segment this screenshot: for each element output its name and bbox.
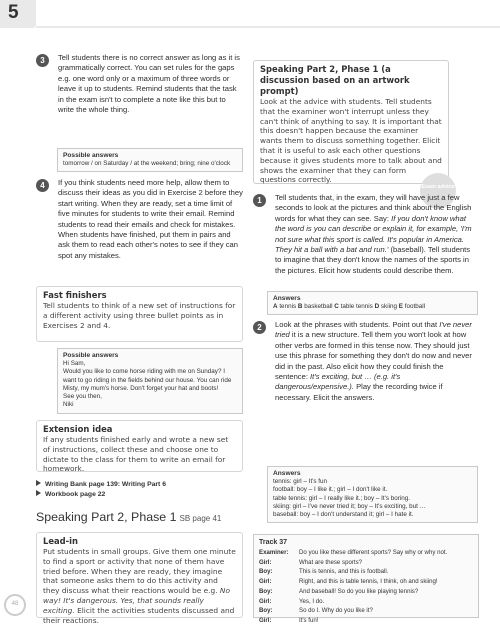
exam-advice-badge: Exam advice <box>420 173 456 209</box>
answer-line: baseball: boy – I don't understand it; girl – I hate it. <box>273 511 414 519</box>
step-text: Look at the phrases with students. Point out that I've never tried it is a new structure. Tell them you won't look at how other verbs are formed in this tense now. They should just use this phrase for something they don't do now and never did in the past. Also elicit how they could finish the sentence: It's exciting, but … (e.g. it's dangerous/expensive.). Play the recording twice if necessary. Elicit the answers. <box>275 320 472 402</box>
answer-line: tennis: girl – It's fun <box>273 478 328 485</box>
step-2 <box>253 320 478 403</box>
line: So do I. Why do you like it? <box>299 607 373 615</box>
panel-title: Extension idea <box>43 424 113 434</box>
transcript-row <box>259 577 473 587</box>
answers-reactions-box <box>267 466 478 523</box>
panel-body: If any students finished early and wrote a new set of instructions, collect these and choose one to dictate to the class for them to write an email for homework. <box>43 435 229 474</box>
step-3 <box>36 53 243 115</box>
answers-title: Possible answers <box>63 352 119 359</box>
page-number-badge <box>4 594 26 616</box>
step-number: 4 <box>36 179 49 192</box>
answers-title: Answers <box>273 470 301 477</box>
fast-finishers-panel <box>36 286 243 342</box>
transcript-row <box>259 606 473 616</box>
speaker: Girl: <box>259 597 272 605</box>
audio-transcript-box <box>253 534 479 624</box>
writing-bank-link[interactable]: Writing Bank page 139: Writing Part 6 <box>36 480 236 490</box>
speaker: Examiner: <box>259 549 289 556</box>
step-1 <box>253 193 478 276</box>
answers-body: tomorrow / on Saturday / at the weekend; bring; nine o'clock <box>63 160 231 167</box>
line: This is tennis, and this is football. <box>299 568 389 576</box>
sb-page-ref: SB page 41 <box>179 514 222 523</box>
header-rule <box>36 26 500 28</box>
email-signature: Niki <box>63 401 74 409</box>
answers-title: Answers <box>273 295 301 302</box>
exam-advice-panel <box>253 60 455 190</box>
speaker: Girl: <box>259 558 272 566</box>
resource-links <box>36 480 236 500</box>
line: And baseball! So do you like playing tennis? <box>299 587 419 595</box>
step-text: Tell students that, in the exam, they will have just a few seconds to look at the pictures and think about the English words for what they can see. Say: If you don't know what the word is you can describe or explain it, for example, 'I'm not sure what this sport is called. It's popular in America. They hit a ball with a bat and run.' (baseball). Tell students to imagine that they don't know the names of the sports in the pictures. Elicit how students could describe them. <box>275 193 472 275</box>
step-text: Tell students there is no correct answer as long as it is grammatically correct. You can set rules for the gaps e.g. one word only or a maximum of three words or leave it up to students. Remind students that the task in the exam isn't to complete a note like this but to write the whole thing. <box>58 53 240 115</box>
line: Yes, I do. <box>299 597 325 605</box>
workbook-link[interactable]: Workbook page 22 <box>36 490 236 500</box>
possible-answers-email <box>57 348 243 414</box>
line: Do you like these different sports? Say why or why not. <box>299 549 448 556</box>
answer-line: skiing: girl – I've never tried it; boy – It's exciting, but … <box>273 502 426 510</box>
panel-title: Fast finishers <box>43 290 107 300</box>
possible-answers-box <box>57 148 243 172</box>
line: It's fun! <box>299 616 319 624</box>
transcript-row <box>259 616 473 626</box>
speaker: Boy: <box>259 607 273 615</box>
answers-title: Possible answers <box>63 152 119 159</box>
answer-line: table tennis: girl – I really like it.; boy – It's boring. <box>273 494 411 502</box>
page-number: 48 <box>11 601 19 607</box>
section-heading <box>36 510 221 524</box>
transcript-row <box>259 597 473 607</box>
email-body: Would you like to come horse riding with me on Sunday? I want to go riding in the fields behind our house. You can ride Misty, my mum's horse. Don't forget your hat and boots! <box>63 368 232 392</box>
email-signoff: See you then, <box>63 393 102 401</box>
panel-title: Speaking Part 2, Phase 1 (a discussion based on an artwork prompt) <box>260 64 410 96</box>
section-title: Speaking Part 2, Phase 1 <box>36 510 177 524</box>
answers-sports-box <box>267 291 478 315</box>
speaker: Girl: <box>259 616 272 624</box>
panel-title: Lead-in <box>43 536 78 546</box>
line: Right, and this is table tennis, I think, oh and skiing! <box>299 578 438 586</box>
step-number: 2 <box>253 321 266 334</box>
transcript-row <box>259 567 473 577</box>
unit-badge <box>0 0 36 28</box>
lead-in-panel <box>36 532 243 625</box>
step-number: 3 <box>36 54 49 67</box>
speaker: Girl: <box>259 578 272 586</box>
step-text: If you think students need more help, allow them to discuss their ideas as you did in Exercise 2 before they start writing. When they are ready, set a time limit of five minutes for students to write their email. Remind students to read their emails and check for mistakes. When students have finished, put them in pairs and ask them to read each other's notes to see if they can spot any mistakes. <box>58 178 243 260</box>
answers-list: A tennis B basketball C table tennis D skiing E football <box>273 303 426 310</box>
step-4 <box>36 178 243 261</box>
arrow-right-icon <box>36 490 41 496</box>
extension-idea-panel <box>36 420 243 472</box>
panel-body: Put students in small groups. Give them one minute to find a sport or activity that none of them have tried before. When they are ready, they imagine that someone asks them to do this activity and they discuss what their reactions would be e.g. No way! It's dangerous. Yes, that sounds really exciting. Elicit the activities students discussed and their reactions. <box>43 547 236 625</box>
panel-body: Tell students to think of a new set of instructions for a different activity using three bullet points as in Exercises 2 and 4. <box>43 301 236 330</box>
track-title: Track 37 <box>259 539 288 546</box>
step-number: 1 <box>253 194 266 207</box>
arrow-right-icon <box>36 480 41 486</box>
line: What are these sports? <box>299 558 362 566</box>
answer-line: football: boy – I like it.; girl – I don't like it. <box>273 486 388 494</box>
unit-number: 5 <box>8 2 19 23</box>
transcript-row <box>259 548 473 558</box>
speaker: Boy: <box>259 568 273 576</box>
speaker: Boy: <box>259 587 273 595</box>
transcript-row <box>259 558 473 568</box>
transcript-row <box>259 587 473 597</box>
panel-body: Look at the advice with students. Tell students that the examiner won't interrupt unless they can't think of anything to say. It is important that this doesn't happen because the examiner wants them to discuss something together. Elicit that it is useful to ask each other questions because it gives students more to talk about and shows the examiner that they can form questions correctly. <box>260 97 442 185</box>
email-greeting: Hi Sam, <box>63 360 86 367</box>
